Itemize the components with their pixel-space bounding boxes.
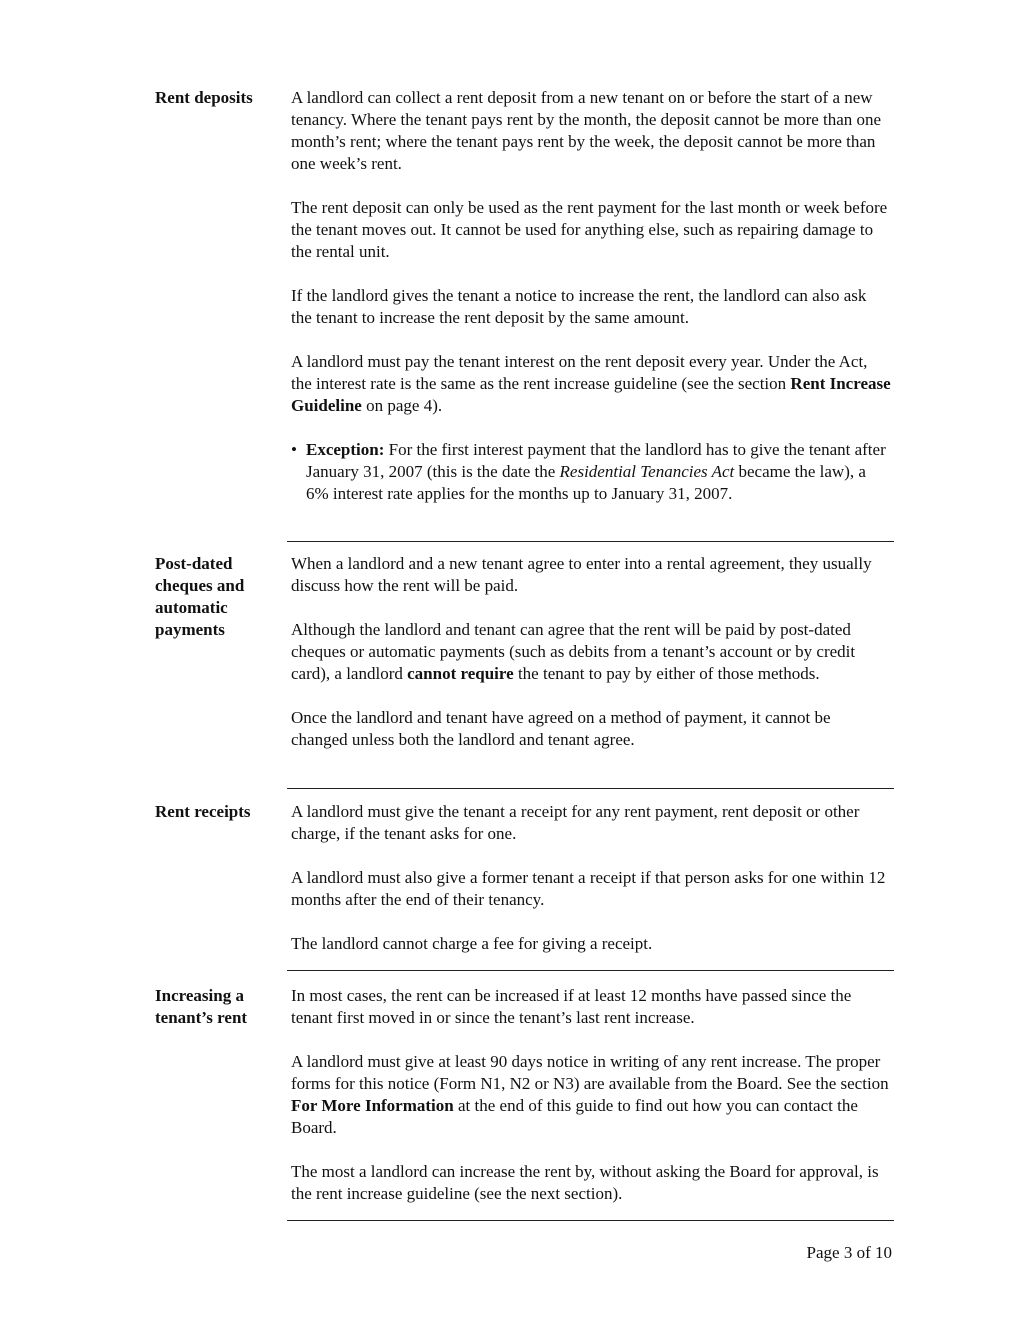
paragraph (291, 197, 891, 263)
text-run: A landlord must also give a former tenant a receipt if that person asks for one within 12 months after the end of their tenancy. (291, 868, 886, 909)
section-label: Post-dated cheques and automatic payments (155, 554, 245, 639)
text-run: For the first interest payment that the landlord has to give the tenant after January 31, 2007 (this is the date the (306, 440, 886, 481)
paragraph (291, 985, 891, 1029)
text-run: became the law), a 6% interest rate applies for the months up to January 31, 2007. (306, 462, 866, 503)
bullet-dot: • (291, 440, 297, 459)
bold-text: cannot require (407, 664, 514, 683)
section-divider (287, 541, 894, 542)
section-divider (287, 788, 894, 789)
text-run: A landlord can collect a rent deposit from a new tenant on or before the start of a new tenancy. Where the tenant pays rent by the month, the deposit cannot be more than one month’s rent; where the tenant pays rent by the week, the deposit cannot be more than one week’s rent. (291, 88, 882, 173)
bold-text: Exception: (306, 440, 385, 459)
section-divider (287, 970, 894, 971)
text-run: When a landlord and a new tenant agree to enter into a rental agreement, they usually discuss how the rent will be paid. (291, 554, 872, 595)
text-run: A landlord must pay the tenant interest on the rent deposit every year. Under the Act, the interest rate is the same as the rent increase guideline (see the section (291, 352, 868, 393)
paragraph (291, 351, 891, 417)
text-run: If the landlord gives the tenant a notice to increase the rent, the landlord can also ask the tenant to increase the rent deposit by the same amount. (291, 286, 867, 327)
section-body (291, 801, 891, 955)
section-body (291, 985, 891, 1205)
paragraph (291, 1161, 891, 1205)
section-label: Rent deposits (155, 88, 253, 107)
bold-text: Rent Increase Guideline (291, 374, 891, 415)
text-run: on page 4). (361, 396, 443, 415)
paragraph (291, 619, 891, 685)
text-run: In most cases, the rent can be increased if at least 12 months have passed since the tenant first moved in or since the tenant’s last rent increase. (291, 986, 852, 1027)
paragraph (291, 933, 891, 955)
section-divider (287, 1220, 894, 1221)
text-run: the tenant to pay by either of those methods. (513, 664, 820, 683)
section-body (291, 553, 891, 751)
text-run: A landlord must give at least 90 days notice in writing of any rent increase. The proper forms for this notice (Form N1, N2 or N3) are available from the Board. See the section (291, 1052, 889, 1093)
text-run: A landlord must give the tenant a receipt for any rent payment, rent deposit or other charge, if the tenant asks for one. (291, 802, 860, 843)
paragraph (291, 867, 891, 911)
text-run: The landlord cannot charge a fee for giving a receipt. (291, 934, 653, 953)
text-run: Once the landlord and tenant have agreed on a method of payment, it cannot be changed unless both the landlord and tenant agree. (291, 708, 831, 749)
section-label: Increasing a tenant’s rent (155, 986, 248, 1027)
paragraph (291, 801, 891, 845)
text-run: at the end of this guide to find out how you can contact the Board. (291, 1096, 858, 1137)
paragraph (291, 553, 891, 597)
paragraph (291, 707, 891, 751)
bold-text: For More Information (291, 1096, 454, 1115)
text-run: The most a landlord can increase the rent by, without asking the Board for approval, is the rent increase guideline (see the next section). (291, 1162, 879, 1203)
section-label: Rent receipts (155, 802, 251, 821)
text-run: Although the landlord and tenant can agree that the rent will be paid by post-dated cheques or automatic payments (such as debits from a tenant’s account or by credit card), a landlord (291, 620, 856, 683)
paragraph (291, 285, 891, 329)
paragraph (291, 87, 891, 175)
paragraph (291, 1051, 891, 1139)
section-body (291, 87, 891, 505)
bullet-item (291, 439, 891, 505)
page-number: Page 3 of 10 (806, 1243, 892, 1262)
text-run: The rent deposit can only be used as the rent payment for the last month or week before the tenant moves out. It cannot be used for anything else, such as repairing damage to the rental unit. (291, 198, 888, 261)
italic-text: Residential Tenancies Act (559, 462, 735, 481)
